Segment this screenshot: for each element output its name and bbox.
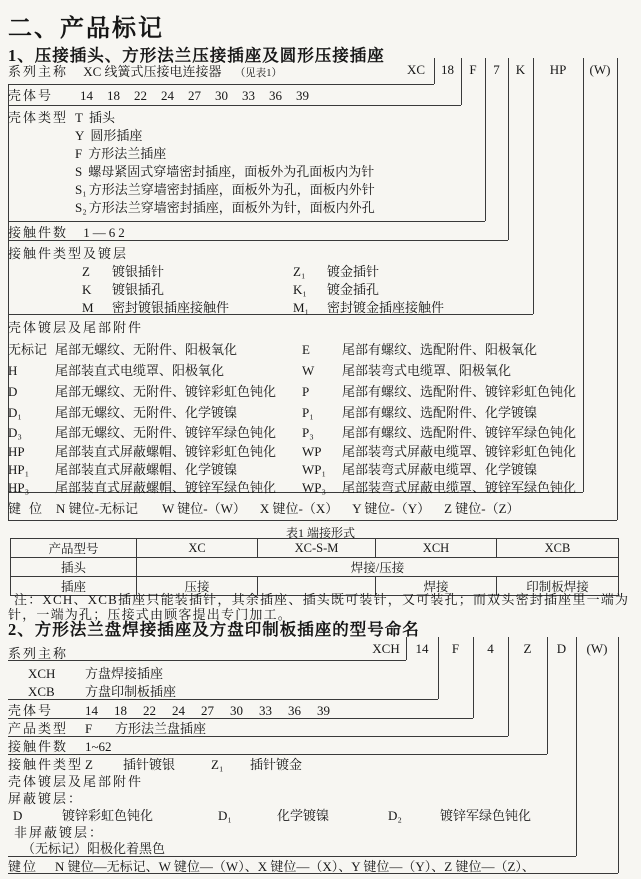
- shell-type-item: S 螺母紧固式穿墙密封插座，面板外为孔面板内为针: [75, 164, 375, 179]
- series-ref: （见表1）: [234, 68, 283, 79]
- shell-no-value: 14: [80, 88, 93, 103]
- key-option: N 键位-无标记: [56, 501, 138, 516]
- table-cell: 焊接: [376, 577, 497, 596]
- note-line2: 针，一端为孔；压接式由顾客提出专门加工。: [8, 607, 293, 622]
- shell-no-value: 27: [201, 703, 214, 718]
- shell-plating-item: D₁ 尾部无螺纹、无附件、化学镀镍 P₁ 尾部有螺纹、选配附件、化学镀镍: [8, 405, 538, 420]
- connector-vline: [508, 637, 509, 736]
- connector-hline: [8, 105, 461, 106]
- shield-plating-items: D 镀锌彩虹色钝化 D₁ 化学镀镍 D₂ 镀锌军绿色钝化: [13, 808, 532, 823]
- connector-vline: [434, 58, 435, 84]
- shell-plating-item: H 尾部装直式电缆罩、阳极氧化 W 尾部装弯式电缆罩、阳极氧化: [8, 363, 512, 378]
- code-box-contact-type-2: Z: [523, 641, 532, 656]
- table-row: [11, 539, 619, 558]
- key-position-row: 键位 N 键位-无标记 W 键位-（W） X 键位-（X） Y 键位-（Y） Z 键位-（Z）: [8, 501, 520, 516]
- shell-no-value: 36: [288, 703, 301, 718]
- shell-no-value: 33: [259, 703, 272, 718]
- key-option: W 键位-（W）: [161, 501, 246, 516]
- shield-plating-label: 屏蔽镀层：: [8, 791, 84, 806]
- contact-type-row-2: 接触件类型 Z 插针镀银 Z₁ 插针镀金: [8, 757, 303, 772]
- table-header-cell: XC: [137, 539, 258, 558]
- shell-no-value: 39: [296, 88, 309, 103]
- connector-hline: [8, 221, 485, 222]
- contact-type-item: K 镀银插孔 K₁ 镀金插孔: [82, 282, 380, 297]
- shell-plating-item: D₃ 尾部无螺纹、无附件、镀锌军绿色钝化 P₃ 尾部有螺纹、选配附件、镀锌军绿色钝化: [8, 425, 577, 440]
- shell-no-value: 36: [269, 88, 282, 103]
- non-shield-value: （无标记）阳极化着黑色: [22, 841, 166, 856]
- series-label: 系列主称: [8, 64, 69, 79]
- code-box-key-2: (W): [586, 641, 608, 656]
- shell-no-value: 24: [172, 703, 185, 718]
- table-cell: 压接: [137, 577, 258, 596]
- shell-no-row-2: 壳体号 14 18 22 24 27 30 33 36 39: [8, 703, 330, 718]
- shell-plating-item: HP₃ 尾部装直式屏蔽螺帽、镀锌军绿色钝化 WP₃ 尾部装弯式屏蔽电缆罩、镀锌军绿色钝化: [8, 480, 577, 495]
- table-cell: 焊接/压接: [137, 558, 619, 577]
- connector-vline: [508, 58, 509, 240]
- connector-hline: [8, 520, 617, 521]
- shell-no-value: 22: [134, 88, 147, 103]
- shell-type-item: S₁ 方形法兰穿墙密封插座，面板外为孔，面板内外针: [75, 182, 375, 197]
- key-position-row-2: 键位 N 键位—无标记、W 键位—（W）、X 键位—（X）、Y 键位—（Y）、Z 键位—（Z）、: [8, 859, 535, 874]
- shell-no-value: 22: [143, 703, 156, 718]
- table-header-cell: XCB: [497, 539, 619, 558]
- shell-plating-item: HP₁ 尾部装直式屏蔽螺帽、化学镀镍 WP₁ 尾部装弯式屏蔽电缆罩、化学镀镍: [8, 462, 538, 477]
- page-title: 二、产品标记: [8, 16, 164, 42]
- shell-type-item: S₂ 方形法兰穿墙密封插座，面板外为针，面板内外孔: [75, 200, 375, 215]
- code-box-contact-count-2: 4: [487, 641, 494, 656]
- connector-vline: [461, 58, 462, 105]
- table-caption: 表1 端接形式: [285, 526, 355, 540]
- code-box-key: (W): [589, 62, 611, 77]
- connector-hline: [8, 84, 434, 85]
- connector-vline: [473, 637, 474, 718]
- shell-no-value: 33: [242, 88, 255, 103]
- connector-vline: [438, 637, 439, 699]
- shell-plating-item: D 尾部无螺纹、无附件、镀锌彩虹色钝化 P 尾部有螺纹、选配附件、镀锌彩虹色钝化: [8, 384, 577, 399]
- shell-no-value: 27: [188, 88, 201, 103]
- connector-vline: [533, 58, 534, 314]
- key-option: X 键位-（X）: [259, 501, 339, 516]
- connector-vline: [617, 58, 618, 520]
- connector-vline: [583, 58, 584, 492]
- series-option: XCB 方盘印制板插座: [28, 684, 177, 699]
- connector-vline: [547, 637, 548, 754]
- shell-plating-header-2: 壳体镀层及尾部附件: [8, 774, 144, 789]
- shell-no-value: 39: [317, 703, 330, 718]
- code-box-shell-no: 18: [441, 62, 454, 77]
- contact-count-row-2: 接触件数 1~62: [8, 739, 112, 754]
- connector-vline: [576, 637, 577, 856]
- code-box-plating: HP: [549, 62, 567, 77]
- code-box-shell-type: F: [469, 62, 477, 77]
- connector-vline: [618, 637, 619, 873]
- code-box-series-2: XCH: [372, 641, 400, 656]
- shell-plating-item: 无标记 尾部无螺纹、无附件、阳极氧化 E 尾部有螺纹、选配附件、阳极氧化: [8, 342, 538, 357]
- shell-type-item: Y 圆形插座: [75, 128, 143, 143]
- shell-plating-header: 壳体镀层及尾部附件: [8, 320, 144, 335]
- contact-type-item: Z 镀银插针 Z₁ 镀金插针: [82, 264, 380, 279]
- series-row-2: 系列主称: [8, 646, 69, 661]
- table-cell: 插头: [11, 558, 137, 577]
- shell-no-label: 壳体号: [8, 88, 54, 103]
- shell-no-value: 14: [85, 703, 98, 718]
- table-row: [11, 558, 619, 577]
- section1-title: 1、压接插头、方形法兰压接插座及圆形压接插座: [8, 46, 385, 65]
- shell-no-value: 18: [107, 88, 120, 103]
- table-header-cell: XC-S-M: [258, 539, 376, 558]
- code-box-contact-count: 7: [493, 62, 500, 77]
- note-line1: 注：XCH、XCB插座只能装插针，其余插座、插头既可装针，又可装孔；而双头密封插座里一端为: [14, 592, 630, 607]
- shell-plating-item: HP 尾部装直式屏蔽螺帽、镀锌彩虹色钝化 WP 尾部装弯式屏蔽电缆罩、镀锌彩虹色钝化: [8, 444, 577, 459]
- contact-type-header: 接触件类型及镀层: [8, 246, 129, 261]
- code-box-series: XC: [406, 62, 426, 77]
- code-box-contact-type: K: [515, 62, 526, 77]
- section2-title: 2、方形法兰盘焊接插座及方盘印制板插座的型号命名: [8, 620, 420, 639]
- non-shield-label: 非屏蔽镀层：: [14, 825, 105, 840]
- series-option: XCH 方盘焊接插座: [28, 666, 164, 681]
- shell-type-item: F 方形法兰插座: [75, 146, 167, 161]
- table-cell: 印制板焊接: [497, 577, 619, 596]
- code-box-plating-2: D: [556, 641, 567, 656]
- contact-type-item: M 密封镀银插座接触件 M₁ 密封镀金插座接触件: [82, 300, 445, 315]
- shell-type-label: 壳体类型: [8, 110, 69, 125]
- key-option: Z 键位-（Z）: [444, 501, 520, 516]
- product-type-row: 产品类型 F 方形法兰盘插座: [8, 721, 207, 736]
- table-header-cell: XCH: [376, 539, 497, 558]
- connector-vline: [485, 58, 486, 221]
- key-option: Y 键位-（Y）: [352, 501, 431, 516]
- series-row: [8, 63, 282, 82]
- code-box-shell-no-2: 14: [415, 641, 429, 656]
- shell-type-item: T 插头: [75, 110, 115, 125]
- code-box-product-type-2: F: [451, 641, 460, 656]
- connector-vline: [406, 637, 407, 660]
- table-cell: 插座: [11, 577, 137, 596]
- shell-no-value: 24: [161, 88, 174, 103]
- contact-count-row: 接触件数 1—62: [8, 225, 128, 240]
- termination-table: [10, 538, 619, 596]
- series-value: XC 线簧式压接电连接器: [83, 64, 222, 79]
- shell-no-row: [8, 87, 309, 104]
- shell-no-value: 30: [230, 703, 243, 718]
- table-header-cell: 产品型号: [11, 539, 137, 558]
- shell-no-value: 30: [215, 88, 228, 103]
- shell-no-value: 18: [114, 703, 127, 718]
